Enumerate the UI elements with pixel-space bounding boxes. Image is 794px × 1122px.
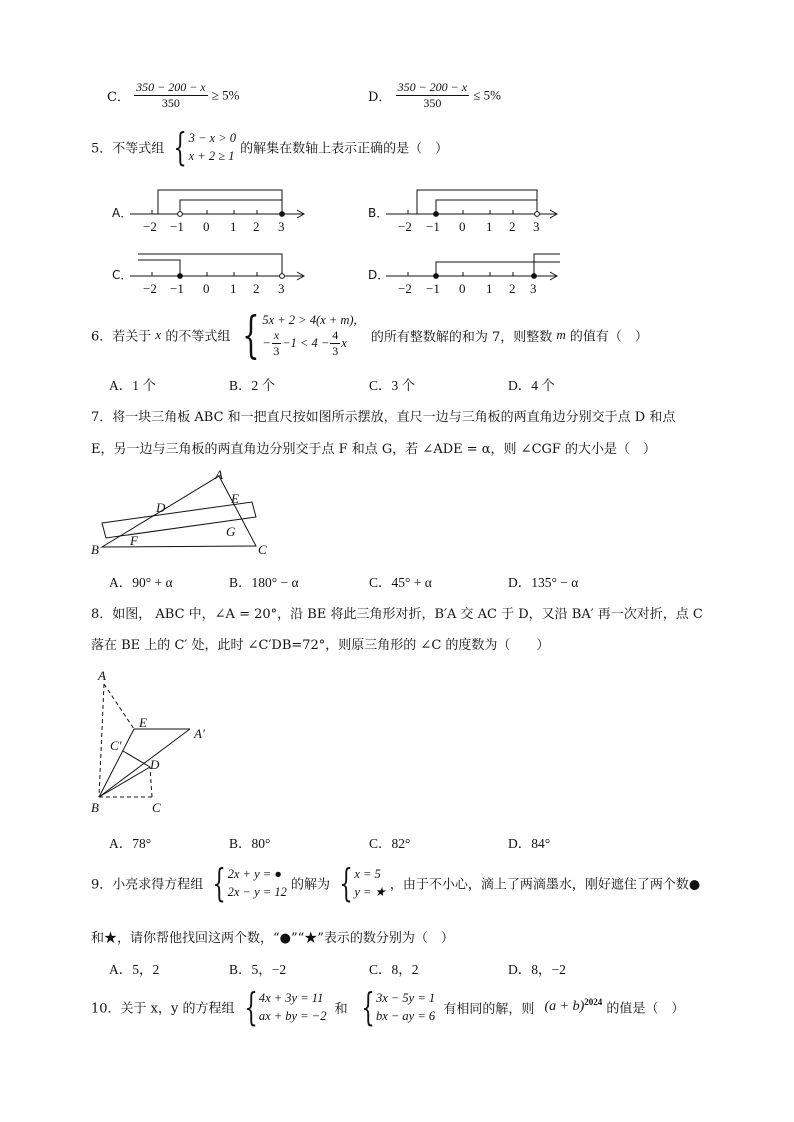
open-point-3 [535,212,540,217]
dashed-ae [104,684,134,729]
q6-eq1: 5x + 2 > 4(x + m), [262,312,357,327]
solution-ray-1 [417,190,537,214]
point-label-a-prime: A′ [194,726,205,741]
open-point-neg1 [178,212,183,217]
q4-option-d-fraction: $\frac{350 - 200 - x}{350}$ [397,80,468,110]
q7-option-b[interactable]: B．180° − α [229,575,299,590]
q6-system [235,306,357,364]
q8-option-b[interactable]: B．80° [229,836,271,851]
q5-number-line-d [384,246,564,298]
q6-stem [91,306,648,364]
q6-mid: 的不等式组 [165,329,231,345]
solution-ray-2 [436,200,537,214]
q10-exponent: 2024 [584,997,603,1008]
solution-ray-1 [138,260,180,276]
point-label-g: G [226,524,236,539]
q9-tail: ，由于不小心，滴上了两滴墨水，刚好遮住了两个数● [389,877,701,893]
q4-option-c[interactable] [107,80,239,111]
q8-line-1: 8．如图， ABC 中，∠A = 20°，沿 BE 将此三角形对折，B′A 交 AC 于 D，又沿 BA′ 再一次对折，点 C [91,607,703,622]
tick-label: 2 [509,281,516,296]
q5-option-c-label[interactable]: C． [112,268,133,282]
q10-system-2 [356,985,436,1029]
tick-label: −2 [398,281,412,296]
q10-eq3: 3x − 5y = 1 [375,991,436,1005]
solution-ray-1 [158,190,282,214]
q10-eq2: ax + by = −2 [258,1009,327,1023]
q9-solution-brace: { [339,861,353,905]
q10-expression: (a + b) [544,999,585,1014]
q6-option-b[interactable]: B．2 个 [229,378,276,393]
q5-system [168,125,237,169]
tick-label: −1 [170,281,184,296]
q8-line-2: 落在 BE 上的 C′ 处，此时 ∠C′DB=72°，则原三角形的 ∠C 的度数为（ ） [91,638,550,653]
q4-option-c-fraction: $\frac{350 - 200 - x}{350}$ [136,80,206,110]
q4-option-c-relation: ≥ 5% [211,87,240,103]
q5-eq2: x + 2 ≥ 1 [188,149,235,163]
point-label-b: B [91,800,99,815]
q10-mid: 有相同的解，则 [443,1001,535,1017]
q4-option-d-relation: ≤ 5% [473,87,501,103]
q9-eq1: 2x + y = ● [227,867,282,881]
tick-label: −1 [170,219,184,234]
q9-option-a[interactable]: A．5，2 [109,962,160,977]
solution-ray-2 [534,254,560,276]
q5-tail: 的解集在数轴上表示正确的是（ ） [240,141,449,157]
q9-eq2: 2x − y = 12 [227,885,287,899]
closed-point-neg1 [178,274,183,279]
q9-sol2: y = ★ [354,885,386,899]
q7-option-d[interactable]: D．135° − α [508,575,579,590]
tick-label: −2 [143,219,157,234]
point-label-a: A [98,668,106,683]
point-label-e: E [139,715,147,730]
q4-option-d[interactable] [368,80,501,111]
q6-tail2: 的值有（ ） [569,329,648,345]
q5-option-a-label[interactable]: A． [112,206,133,220]
q5-option-b-label[interactable]: B． [368,206,389,220]
tick-label: 0 [459,281,466,296]
point-label-c: C [258,542,267,557]
tick-label: 3 [533,219,540,234]
q9-stem [91,861,701,905]
q10-and: 和 [334,1001,348,1017]
q6-tail1: 的所有整数解的和为 7，则整数 [370,329,553,345]
tick-label: 2 [253,219,260,234]
closed-point-3 [280,212,285,217]
q5-number: 5．不等式组 [91,141,165,157]
q10-eq1: 4x + 3y = 11 [258,991,324,1005]
q9-solution [334,861,386,905]
solution-ray-2 [138,254,282,276]
q6-frac-x3: $\frac{x}{3}$ [273,327,280,358]
q9-system [207,861,287,905]
point-label-a: A [215,467,223,482]
q6-eq2: −1 < 4 − [282,336,330,350]
q10-tail: 的值是（ ） [606,1001,685,1017]
q4-option-d-label: D． [368,90,392,105]
q6-option-c[interactable]: C．3 个 [369,378,416,393]
tick-label: 0 [459,219,466,234]
point-label-f: F [130,533,138,548]
open-point-3 [280,274,285,279]
q5-number-line-b [384,184,564,236]
point-label-d: D [150,757,160,772]
q10-brace-2: { [361,985,375,1029]
tick-label: 2 [509,219,516,234]
q7-line-2: E，另一边与三角板的两直角边分别交于点 F 和点 G，若 ∠ADE = α，则 ∠CGF 的大小是（ ） [91,442,657,457]
tick-label: 3 [278,219,285,234]
q5-brace: { [173,125,188,169]
q7-line-1: 7．将一块三角板 ABC 和一把直尺按如图所示摆放，直尺一边与三角板的两直角边分别交于点 D 和点 [91,410,676,425]
q10-eq4: bx − ay = 6 [375,1009,436,1023]
q6-frac-43: $\frac{4}{3}$ [332,327,339,358]
q4-option-c-label: C． [107,90,130,105]
tick-label: 3 [530,281,537,296]
tick-label: 3 [278,281,285,296]
tick-label: 1 [230,281,237,296]
q8-figure [86,664,221,816]
tick-label: −2 [398,219,412,234]
q9-number: 9．小亮求得方程组 [91,877,204,893]
closed-point-neg1 [434,212,439,217]
point-label-d: D [156,500,166,515]
q8-option-c[interactable]: C．82° [369,836,411,851]
point-label-c: C [152,800,161,815]
q7-option-c[interactable]: C．45° + α [369,575,432,590]
tick-label: 1 [230,219,237,234]
tick-label: 0 [203,281,210,296]
tick-label: −1 [426,281,440,296]
q10-number: 10．关于 x，y 的方程组 [91,1001,235,1017]
closed-point-neg1 [434,274,439,279]
tick-label: −2 [143,281,157,296]
q10-brace-1: { [244,985,258,1029]
q9-line-2: 和★，请你帮他找回这两个数，“●”“★”表示的数分别为（ ） [91,931,454,946]
q7-option-a[interactable]: A．90° + α [109,575,173,590]
tick-label: 0 [203,219,210,234]
tick-label: −1 [426,219,440,234]
tick-label: 1 [486,281,493,296]
q10-system-1 [239,985,327,1029]
q5-number-line-c [128,246,313,298]
q6-var-m: m [556,327,566,342]
q8-option-a[interactable]: A．78° [109,836,152,851]
point-label-c-prime: C′ [110,738,122,753]
solution-ray-1 [436,262,560,276]
q9-brace: { [212,861,227,905]
q9-mid: 的解为 [290,877,330,893]
q5-stem [91,125,449,169]
point-label-e: E [231,491,239,506]
q6-brace: { [241,306,260,364]
q5-number-line-a [128,184,313,236]
q8-option-d[interactable]: D．84° [508,836,551,851]
q9-option-c[interactable]: C．8，2 [369,962,419,977]
q9-sol1: x = 5 [354,867,381,881]
tick-label: 1 [486,219,493,234]
tick-label: 2 [253,281,260,296]
line-c-prime-d [123,751,150,767]
q6-eq2-wrap: − $\frac{x}{3}$ −1 < 4 − $\frac{4}{3}$ x [262,327,347,358]
dashed-ab [99,684,104,797]
q6-var-x: x [155,327,162,342]
closed-point-3 [532,274,537,279]
q6-option-d[interactable]: D．4 个 [508,378,555,393]
q5-option-d-label[interactable]: D． [368,268,390,282]
point-label-b: B [91,542,99,557]
q9-option-d[interactable]: D．8，−2 [508,962,566,977]
solution-ray-2 [180,200,282,214]
q9-option-b[interactable]: B．5，−2 [229,962,287,977]
q6-option-a[interactable]: A．1 个 [109,378,156,393]
ticks [152,210,282,214]
q6-number: 6．若关于 [91,329,152,345]
q5-eq1: 3 − x > 0 [188,131,237,145]
q10-stem [91,985,685,1029]
q7-figure [88,466,278,560]
